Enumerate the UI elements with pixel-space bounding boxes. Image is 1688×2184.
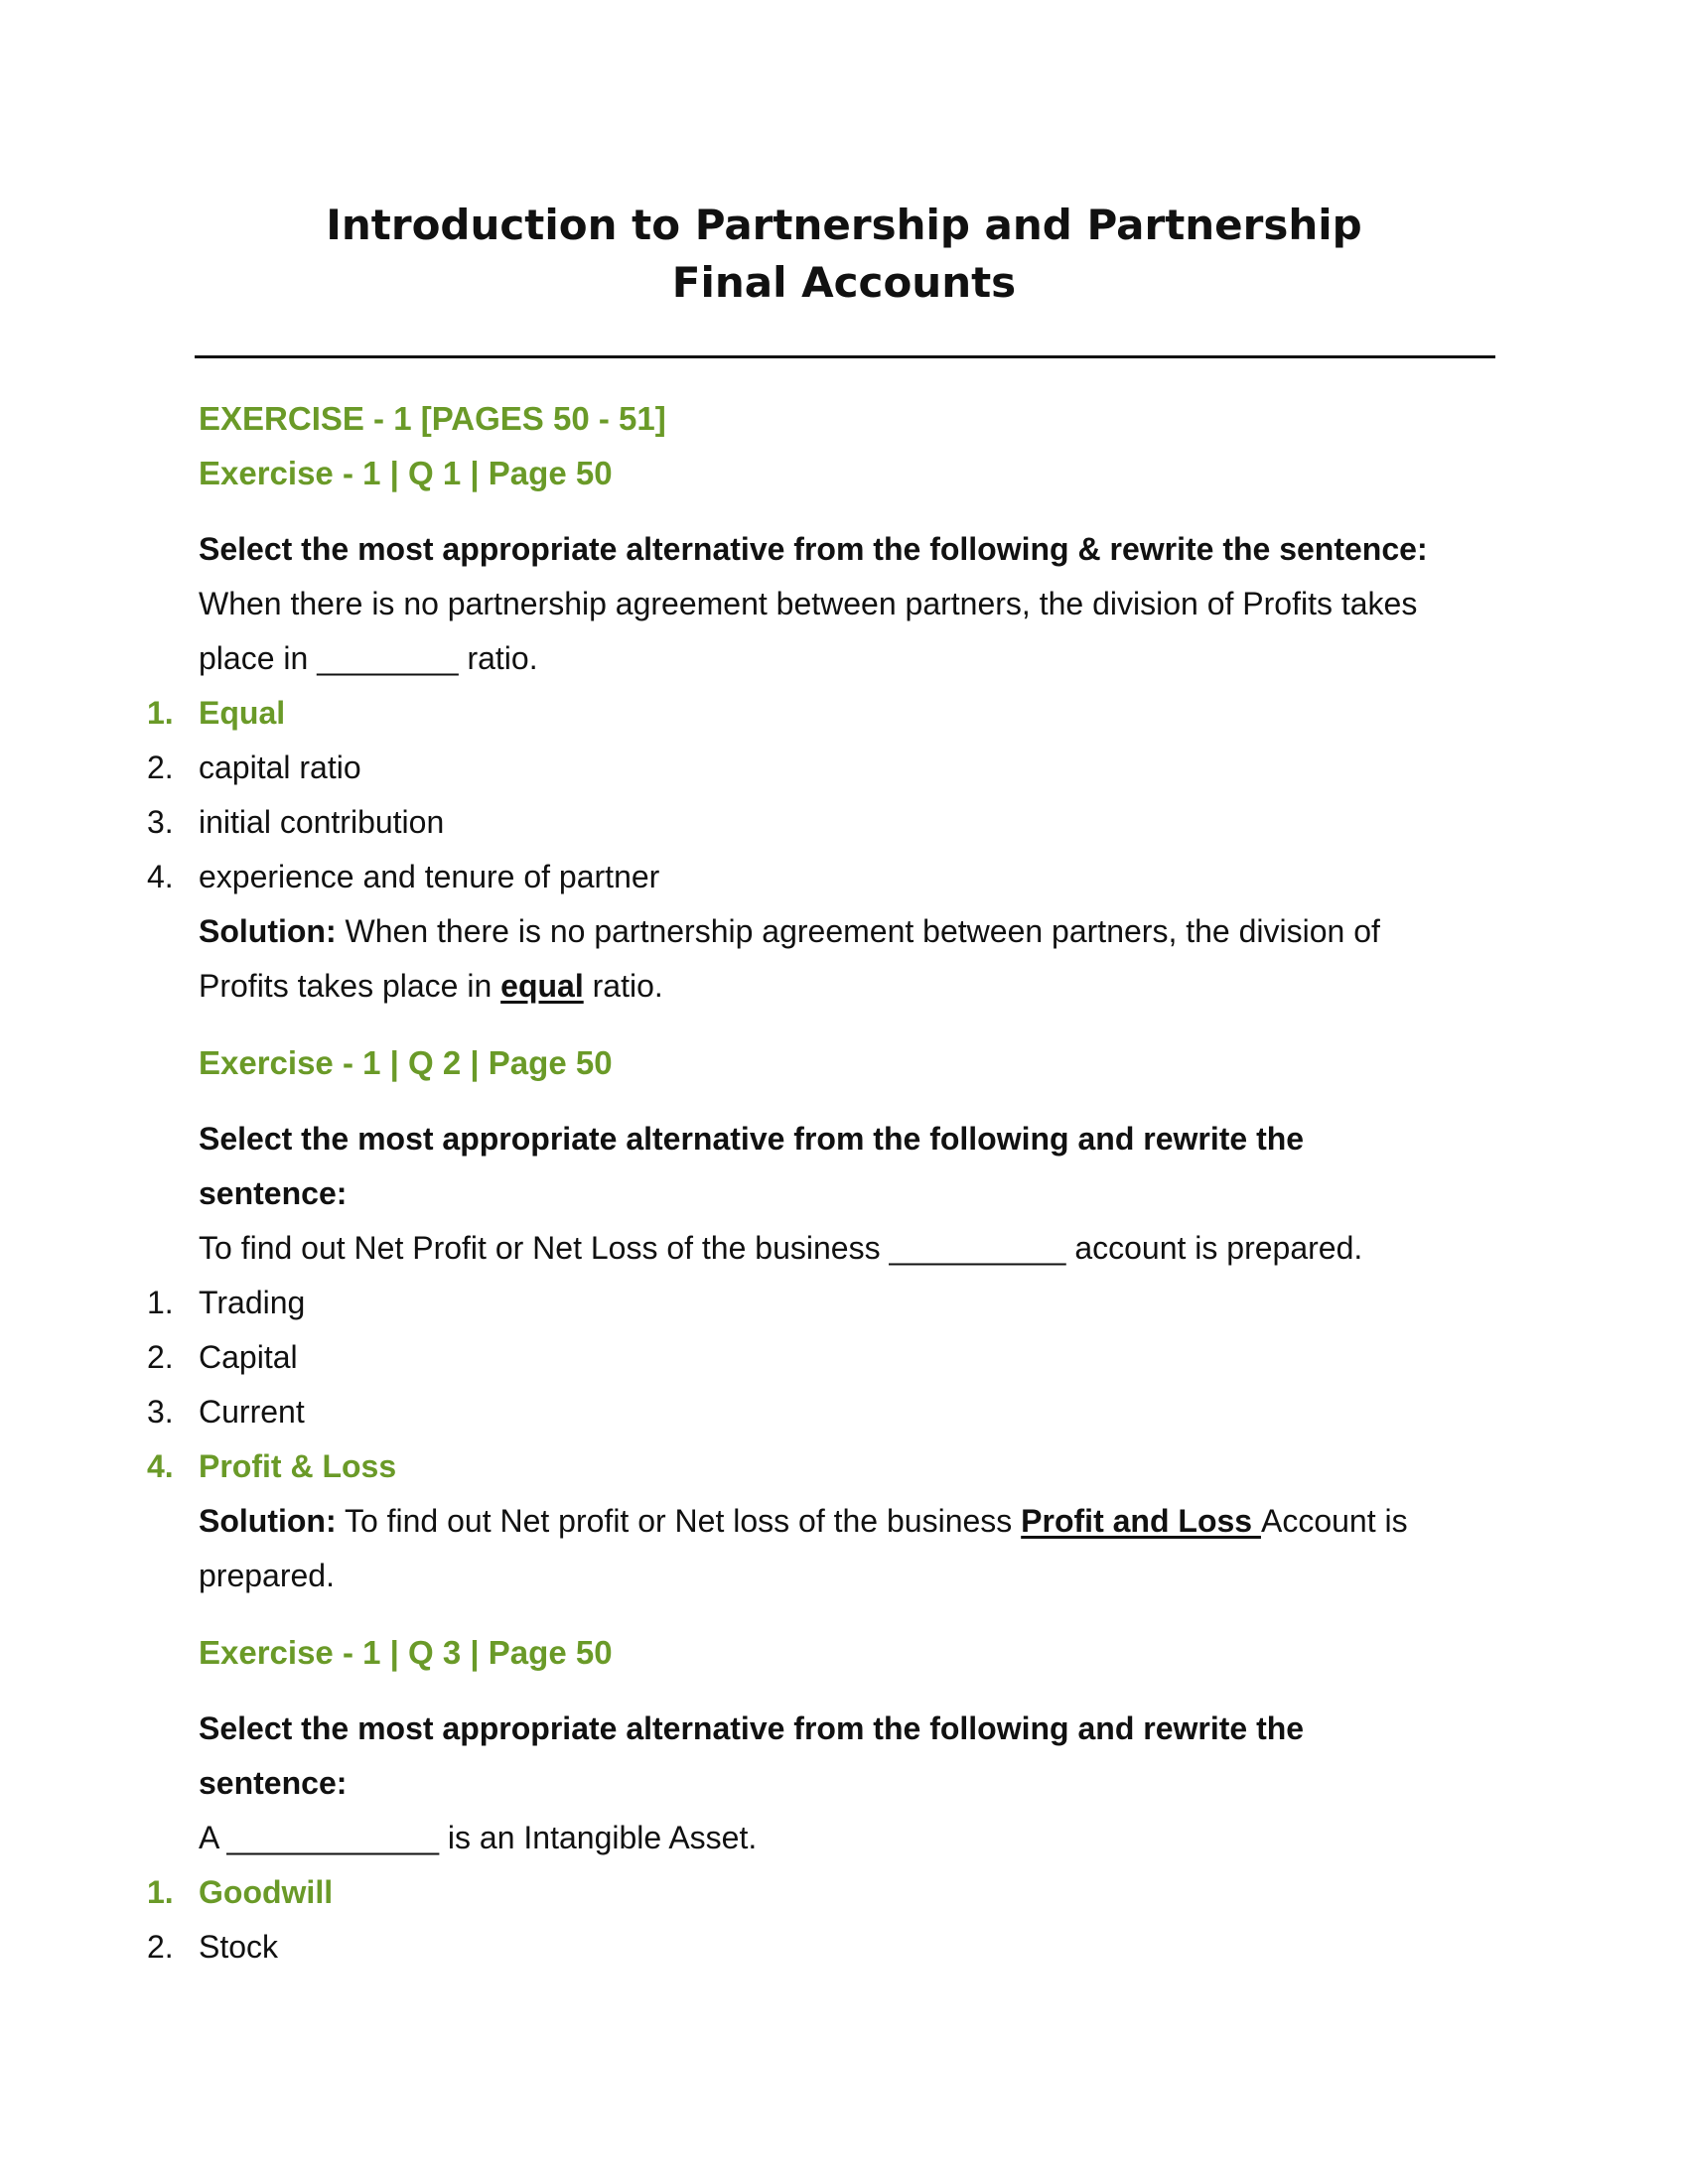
question-ref: Exercise - 1 | Q 1 | Page 50 [199, 455, 613, 491]
solution-label: Solution: [199, 913, 337, 949]
title-divider [195, 355, 1495, 358]
options-list [147, 686, 1509, 904]
question-instruction-line-1: Select the most appropriate alternative from the following and rewrite the [199, 1121, 1305, 1157]
solution: Solution: When there is no partnership agreement between partners, the division of Profits takes place in equal ratio. [199, 913, 1380, 1004]
question-3 [147, 1625, 1509, 1975]
options-list [147, 1865, 1509, 1975]
option-item: 3. Current [147, 1394, 305, 1430]
document-title [0, 197, 1688, 312]
question-ref: Exercise - 1 | Q 3 | Page 50 [199, 1634, 613, 1671]
question-stem: To find out Net Profit or Net Loss of the business __________ account is prepared. [199, 1230, 1363, 1266]
option-item-correct: 1. Goodwill [147, 1874, 334, 1910]
question-2 [147, 1035, 1509, 1603]
question-stem: A ____________ is an Intangible Asset. [199, 1820, 758, 1855]
option-item: 2. Stock [147, 1929, 279, 1965]
option-item: 1. Trading [147, 1285, 306, 1320]
question-stem-line-1: When there is no partnership agreement between partners, the division of Profits takes [199, 586, 1418, 621]
option-item: 4. experience and tenure of partner [147, 859, 660, 894]
option-item: 3. initial contribution [147, 804, 445, 840]
title-line-2: Final Accounts [671, 258, 1017, 307]
option-item: 2. Capital [147, 1339, 298, 1375]
solution-label: Solution: [199, 1503, 337, 1539]
question-instruction-line-2: sentence: [199, 1175, 348, 1211]
exercise-content [147, 391, 1509, 1975]
question-instruction: Select the most appropriate alternative from the following & rewrite the sentence: [199, 531, 1428, 567]
question-instruction-line-1: Select the most appropriate alternative from the following and rewrite the [199, 1710, 1305, 1746]
question-instruction-line-2: sentence: [199, 1765, 348, 1801]
solution-answer: Profit and Loss [1021, 1503, 1261, 1539]
solution: Solution: To find out Net profit or Net loss of the business Profit and Loss Account is prepared. [199, 1503, 1408, 1593]
exercise-heading: EXERCISE - 1 [PAGES 50 - 51] [199, 400, 666, 437]
title-line-1: Introduction to Partnership and Partnership [326, 201, 1362, 249]
solution-answer: equal [500, 968, 584, 1004]
option-item: 2. capital ratio [147, 750, 361, 785]
question-stem-line-2: place in ________ ratio. [199, 640, 538, 676]
option-item-correct: 1. Equal [147, 695, 286, 731]
question-1 [147, 446, 1509, 1014]
option-item-correct: 4. Profit & Loss [147, 1448, 397, 1484]
question-ref: Exercise - 1 | Q 2 | Page 50 [199, 1044, 613, 1081]
options-list [147, 1276, 1509, 1494]
